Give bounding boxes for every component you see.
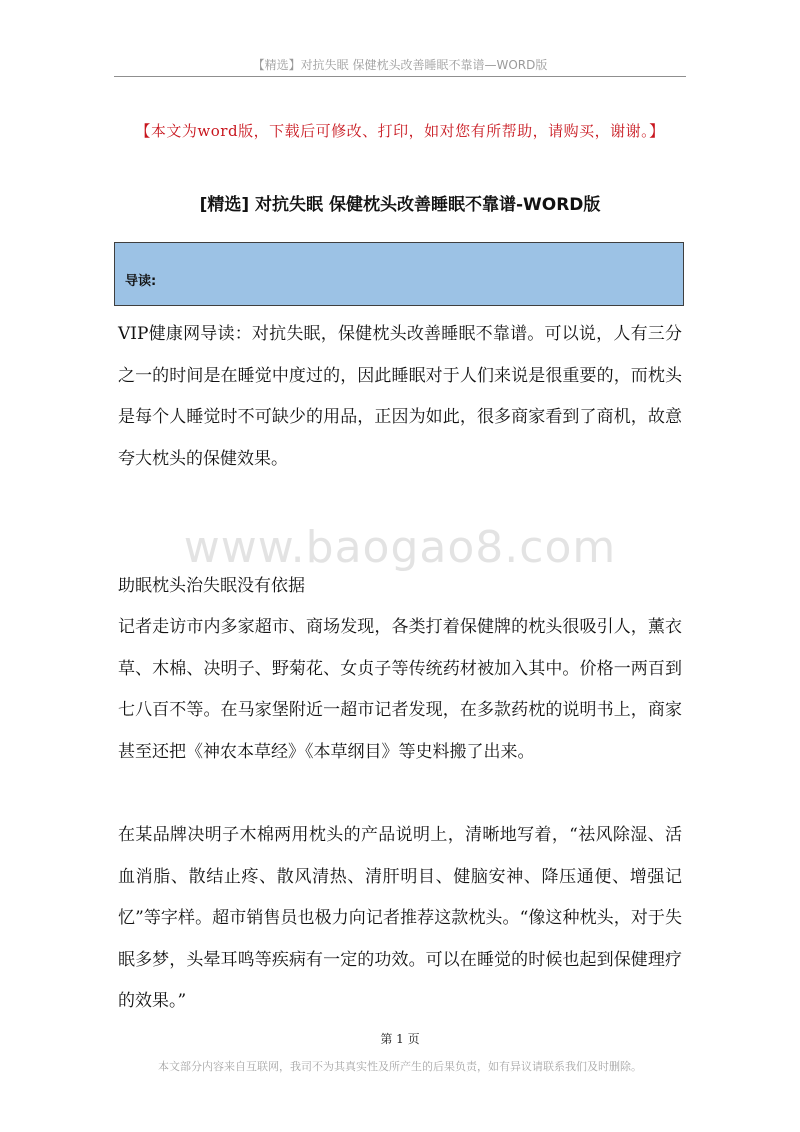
download-notice: 【本文为word版，下载后可修改、打印，如对您有所帮助，请购买，谢谢。】 — [135, 122, 665, 140]
footer-disclaimer: 本文部分内容来自互联网，我司不为其真实性及所产生的后果负责，如有异议请联系我们及时删除。 — [158, 1060, 642, 1073]
lead-label: 导读: — [125, 274, 157, 289]
intro-paragraph: VIP健康网导读：对抗失眠，保健枕头改善睡眠不靠谱。可以说，人有三分之一的时间是在睡觉中度过的，因此睡眠对于人们来说是很重要的，而枕头是每个人睡觉时不可缺少的用品，正因为如此，很多商家看到了商机，故意夸大枕头的保健效果。 — [118, 324, 682, 469]
header-divider — [114, 76, 686, 77]
section-subheading: 助眠枕头治失眠没有依据 — [118, 576, 305, 596]
body-paragraph-2: 记者走访市内多家超市、商场发现，各类打着保健牌的枕头很吸引人，薰衣草、木棉、决明子、野菊花、女贞子等传统药材被加入其中。价格一两百到七八百不等。在马家堡附近一超市记者发现，在多款药枕的说明书上，商家甚至还把《神农本草经》《本草纲目》等史料搬了出来。 — [118, 617, 682, 762]
watermark: www.baogao8.com — [183, 522, 617, 573]
body-paragraph-3: 在某品牌决明子木棉两用枕头的产品说明上，清晰地写着，“祛风除湿、活血消脂、散结止疼、散风清热、清肝明目、健脑安神、降压通便、增强记忆”等字样。超市销售员也极力向记者推荐这款枕头。“像这种枕头，对于失眠多梦，头晕耳鸣等疾病有一定的功效。可以在睡觉的时候也起到保健理疗的效果。” — [118, 825, 682, 1011]
lead-box — [114, 242, 684, 306]
running-header: 【精选】对抗失眠 保健枕头改善睡眠不靠谱—WORD版 — [252, 58, 548, 72]
page-number: 第 1 页 — [380, 1032, 420, 1046]
document-title: [精选] 对抗失眠 保健枕头改善睡眠不靠谱-WORD版 — [199, 195, 601, 215]
